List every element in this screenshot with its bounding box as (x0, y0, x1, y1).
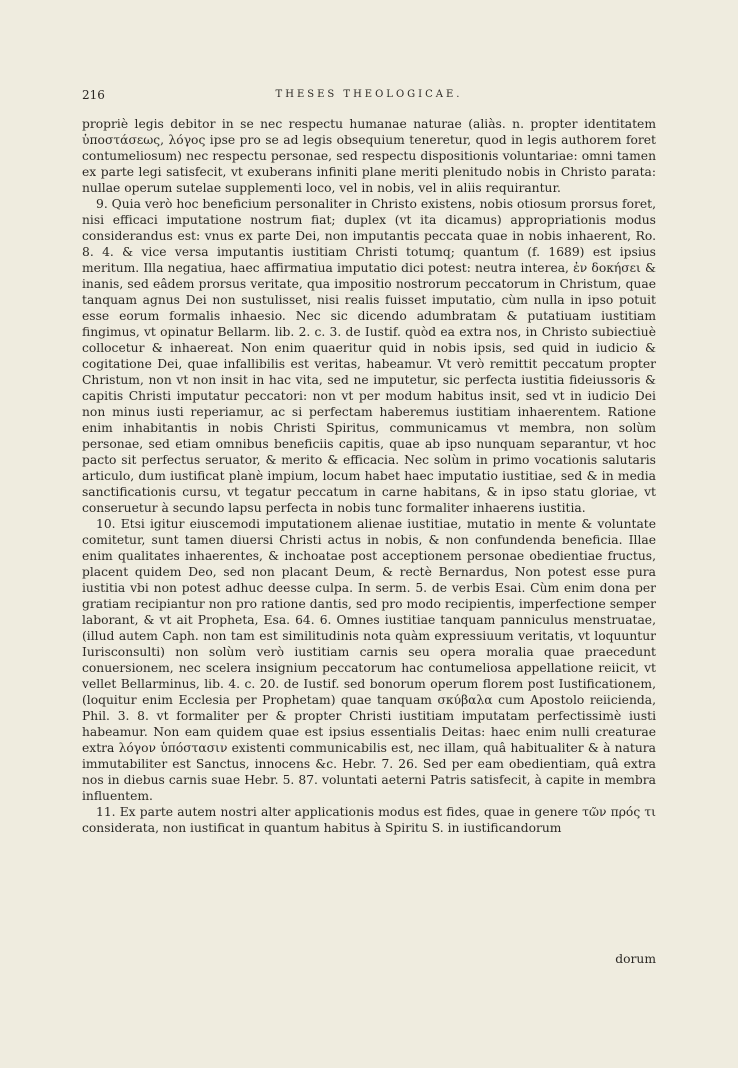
running-head: THESES THEOLOGICAE. (275, 89, 463, 100)
body-text (82, 116, 656, 836)
page-header (82, 88, 656, 110)
paragraph-11: 11. Ex parte autem nostri alter applicationis modus est fides, quae in genere τῶν πρός τι considerata, non iustificat in quantum habitus à Spiritu S. in iustificandorum (82, 805, 656, 835)
paragraph-9: 9. Quia verò hoc beneficium personaliter in Christo existens, nobis otiosum prorsus foret, nisi efficaci imputatione nostrum fiat; duplex (vt ita dicamus) appropriationis modus considerandus est: vnus ex parte Dei, non imputantis peccata quae in nobis inhaerent, Ro. 8. 4. & vice versa imputantis iustitiam Christi totumq; quantum (f. 1689) est ipsius meritum. Illa negatiua, haec affirmatiua imputatio dici potest: neutra interea, ἐν δοκήσει & inanis, sed eâdem prorsus veritate, qua impositio nostrorum peccatorum in Christum, quae tanquam agnus Dei non sustulisset, nisi realis fuisset imputatio, cùm nulla in ipso potuit esse eorum formalis inhaesio. Nec sic dicendo adumbratam & putatiuam iustitiam fingimus, vt opinatur Bellarm. lib. 2. c. 3. de Iustif. quòd ea extra nos, in Christo subiectiuè collocetur & inhaereat. Non enim quaeritur quid in nobis ipsis, sed quid in iudicio & cogitatione Dei, quae infallibilis est veritas, habeamur. Vt verò remittit peccatum propter Christum, non vt non insit in hac vita, sed ne imputetur, sic perfecta iustitia fideiussoris & capitis Christi imputatur peccatori: non vt per modum habitus insit, sed vt in iudicio Dei non minus iusti reperiamur, ac si perfectam haberemus iustitiam inhaerentem. Ratione enim inhabitantis in nobis Christi Spiritus, communicamus vt membra, non solùm personae, sed etiam omnibus beneficiis capitis, quae ab ipso nunquam separantur, vt hoc pacto sit perfectus seruator, & merito & efficacia. Nec solùm in primo vocationis salutaris articulo, dum iustificat planè impium, locum habet haec imputatio iustitiae, sed & in media sanctificationis cursu, vt tegatur peccatum in carne habitans, & in ipso statu gloriae, vt conseruetur à secundo lapsu perfecta in nobis tunc formaliter inhaerens iustitia. (82, 197, 656, 515)
page-number: 216 (82, 88, 105, 102)
catchword: dorum (615, 952, 656, 966)
paragraph-continuation: propriè legis debitor in se nec respectu humanae naturae (aliàs. n. propter identitatem ὑποστάσεως, λόγος ipse pro se ad legis obsequium teneretur, quod in legis authorem foret contumeliosum) nec respectu personae, sed respectu dispositionis voluntariae: omni tamen ex parte legi satisfecit, vt exuberans infiniti plane meriti plenitudo nobis in Christo parata: nullae operum sutelae supplementi loco, vel in nobis, vel in aliis requirantur. (82, 117, 656, 195)
paragraph-10: 10. Etsi igitur eiuscemodi imputationem alienae iustitiae, mutatio in mente & voluntate comitetur, sunt tamen diuersi Christi actus in nobis, & non confundenda beneficia. Illae enim qualitates inhaerentes, & inchoatae post acceptionem personae obedientiae fructus, placent quidem Deo, sed non placant Deum, & rectè Bernardus, Non potest esse pura iustitia vbi non potest adhuc deesse culpa. In serm. 5. de verbis Esai. Cùm enim dona per gratiam recipiantur non pro ratione dantis, sed pro modo recipientis, imperfectione semper laborant, & vt ait Propheta, Esa. 64. 6. Omnes iustitiae tanquam panniculus menstruatae, (illud autem Caph. non tam est similitudinis nota quàm expressiuum veritatis, vt loquuntur Iurisconsulti) non solùm verò iustitiam carnis seu opera moralia quae praecedunt conuersionem, nec scelera insignium peccatorum hac contumeliosa appellatione reiicit, vt vellet Bellarminus, lib. 4. c. 20. de Iustif. sed bonorum operum florem post Iustificationem, (loquitur enim Ecclesia per Prophetam) quae tanquam σκύβαλα cum Apostolo reiicienda, Phil. 3. 8. vt formaliter per & propter Christi iustitiam imputatam perfectissimè iusti habeamur. Non eam quidem quae est ipsius essentialis Deitas: haec enim nulli creaturae extra λόγον ὑπόστασιν existenti communicabilis est, nec illam, quâ habitualiter & à natura immutabiliter est Sanctus, innocens &c. Hebr. 7. 26. Sed per eam obedientiam, quâ extra nos in diebus carnis suae Hebr. 5. 87. voluntati aeterni Patris satisfecit, à capite in membra influentem. (82, 517, 656, 803)
